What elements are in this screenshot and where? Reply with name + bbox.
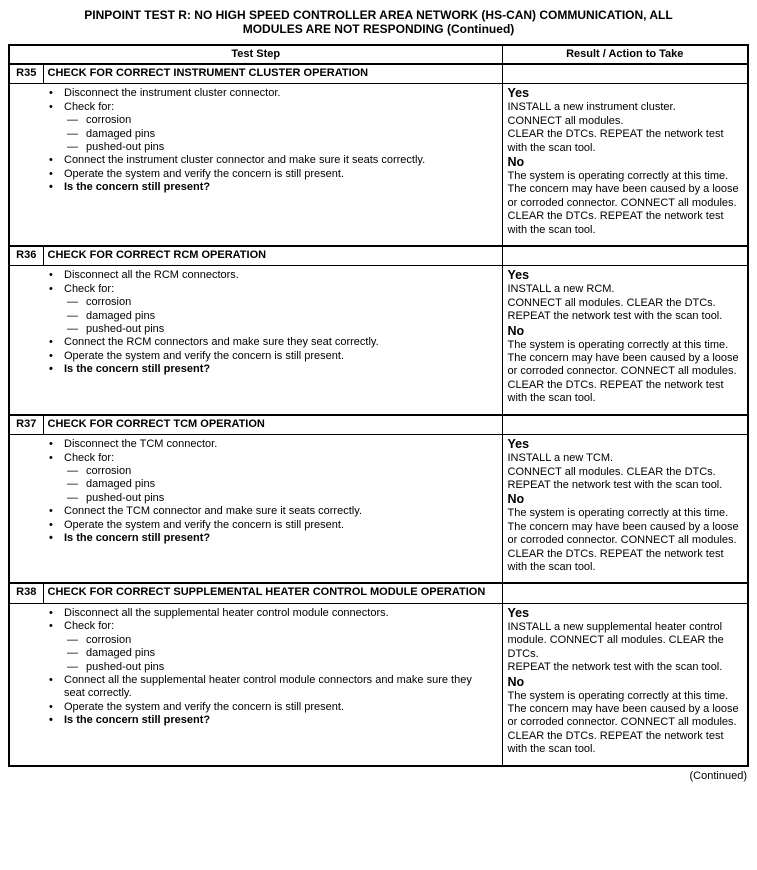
test-title: CHECK FOR CORRECT TCM OPERATION xyxy=(43,415,502,435)
step-item xyxy=(10,519,502,532)
bullet-marker: • xyxy=(49,363,53,376)
result-column-header: Result / Action to Take xyxy=(502,45,748,64)
result-spacer xyxy=(502,415,748,435)
bullet-marker: • xyxy=(49,518,53,531)
step-text: Disconnect all the supplemental heater control module connectors. xyxy=(64,606,389,619)
result-answer-label: No xyxy=(507,492,525,507)
step-text: Operate the system and verify the concern is still present. xyxy=(64,167,345,180)
dash-marker: — xyxy=(67,127,78,140)
step-text: pushed-out pins xyxy=(86,323,165,336)
step-text: corrosion xyxy=(86,296,132,309)
bullet-marker: • xyxy=(49,87,53,100)
step-text: Is the concern still present? xyxy=(64,363,211,376)
dash-marker: — xyxy=(67,465,78,477)
bullet-marker: • xyxy=(49,714,53,727)
step-text: damaged pins xyxy=(86,478,156,491)
result-action-text: INSTALL a new supplemental heater control module. CONNECT all modules. CLEAR the DTCs. xyxy=(507,620,724,660)
test-content-row xyxy=(9,603,748,765)
dash-marker: — xyxy=(67,296,78,309)
test-id: R37 xyxy=(9,415,43,435)
step-item xyxy=(10,269,502,282)
sub-step-item xyxy=(10,465,502,478)
dash-marker: — xyxy=(67,491,78,504)
test-id: R35 xyxy=(9,64,43,84)
result-answer-label: Yes xyxy=(507,86,530,101)
step-text: Disconnect the instrument cluster connector. xyxy=(64,87,281,100)
step-item xyxy=(10,350,502,363)
test-title: CHECK FOR CORRECT RCM OPERATION xyxy=(43,246,502,266)
test-id: R36 xyxy=(9,246,43,266)
test-title: CHECK FOR CORRECT SUPPLEMENTAL HEATER CONTROL MODULE OPERATION xyxy=(43,583,502,603)
dash-marker: — xyxy=(67,114,78,127)
step-item xyxy=(10,181,502,194)
result-action-text: INSTALL a new instrument cluster. xyxy=(507,101,676,114)
test-result-cell xyxy=(502,266,748,415)
dash-marker: — xyxy=(67,660,78,673)
test-content-row xyxy=(9,435,748,584)
bullet-marker: • xyxy=(49,100,53,113)
result-action-text: The system is operating correctly at this time. The concern may have been caused by a loose or corroded connector. CONNECT all modules. CLEAR the DTCs. REPEAT the network test with the scan tool. xyxy=(507,169,739,236)
sub-step-item xyxy=(10,128,502,141)
step-item xyxy=(10,101,502,114)
step-text: Check for: xyxy=(64,620,115,633)
step-text: Disconnect all the RCM connectors. xyxy=(64,269,239,282)
step-item xyxy=(10,701,502,714)
bullet-marker: • xyxy=(49,606,53,619)
result-spacer xyxy=(502,583,748,603)
test-step-column-header: Test Step xyxy=(9,45,502,64)
result-answer-label: Yes xyxy=(507,437,530,452)
page-title: PINPOINT TEST R: NO HIGH SPEED CONTROLLER AREA NETWORK (HS-CAN) COMMUNICATION, ALL MODULES ARE NOT RESPONDING (Continued) xyxy=(84,8,673,37)
step-text: damaged pins xyxy=(86,309,156,322)
test-steps-cell xyxy=(9,435,502,584)
step-text: damaged pins xyxy=(86,647,156,660)
result-answer-label: No xyxy=(507,674,525,689)
step-item xyxy=(10,438,502,451)
step-item xyxy=(10,620,502,633)
step-item xyxy=(10,87,502,100)
step-text: damaged pins xyxy=(86,127,156,140)
step-text: Connect the RCM connectors and make sure they seat correctly. xyxy=(64,336,379,349)
bullet-marker: • xyxy=(49,438,53,451)
table-header-row xyxy=(9,45,748,64)
bullet-marker: • xyxy=(49,282,53,295)
step-item xyxy=(10,363,502,376)
step-text: Is the concern still present? xyxy=(64,532,211,545)
sub-step-item xyxy=(10,310,502,323)
test-steps-cell xyxy=(9,266,502,415)
bullet-marker: • xyxy=(49,620,53,633)
test-title: CHECK FOR CORRECT INSTRUMENT CLUSTER OPERATION xyxy=(43,64,502,84)
test-id: R38 xyxy=(9,583,43,603)
step-text: Check for: xyxy=(64,100,115,113)
step-item xyxy=(10,168,502,181)
bullet-marker: • xyxy=(49,269,53,282)
test-result-cell xyxy=(502,603,748,765)
continued-footer: (Continued) xyxy=(689,769,747,782)
step-text: Connect all the supplemental heater control module connectors and make sure they seat correctly. xyxy=(64,673,472,700)
sub-step-item xyxy=(10,492,502,505)
sub-step-item xyxy=(10,296,502,309)
result-action-text: The system is operating correctly at this time. The concern may have been caused by a loose or corroded connector. CONNECT all modules. CLEAR the DTCs. REPEAT the network test with the scan tool. xyxy=(507,507,739,574)
step-text: corrosion xyxy=(86,633,132,646)
step-text: Disconnect the TCM connector. xyxy=(64,438,218,451)
step-text: Is the concern still present? xyxy=(64,181,211,194)
sub-step-item xyxy=(10,114,502,127)
dash-marker: — xyxy=(67,140,78,153)
step-item xyxy=(10,154,502,167)
test-steps-cell xyxy=(9,84,502,246)
step-text: Connect the TCM connector and make sure it seats correctly. xyxy=(64,505,362,518)
bullet-marker: • xyxy=(49,505,53,518)
step-item xyxy=(10,532,502,545)
bullet-marker: • xyxy=(49,451,53,464)
dash-marker: — xyxy=(67,633,78,646)
step-text: Operate the system and verify the concern is still present. xyxy=(64,518,345,531)
test-content-row xyxy=(9,266,748,415)
sub-step-item xyxy=(10,478,502,491)
result-action-text: CONNECT all modules. xyxy=(507,114,624,127)
result-action-text: INSTALL a new RCM. xyxy=(507,283,615,296)
step-text: Operate the system and verify the concern is still present. xyxy=(64,700,345,713)
step-text: pushed-out pins xyxy=(86,140,165,153)
step-item xyxy=(10,336,502,349)
bullet-marker: • xyxy=(49,673,53,686)
bullet-marker: • xyxy=(49,181,53,194)
sub-step-item xyxy=(10,323,502,336)
bullet-marker: • xyxy=(49,336,53,349)
sub-step-item xyxy=(10,661,502,674)
bullet-marker: • xyxy=(49,154,53,167)
sub-step-item xyxy=(10,141,502,154)
result-action-text: CLEAR the DTCs. REPEAT the network test with the scan tool. xyxy=(507,128,724,154)
bullet-marker: • xyxy=(49,167,53,180)
step-item xyxy=(10,714,502,727)
step-text: pushed-out pins xyxy=(86,491,165,504)
dash-marker: — xyxy=(67,309,78,322)
test-title-row xyxy=(9,246,748,266)
bullet-marker: • xyxy=(49,700,53,713)
result-action-text: INSTALL a new TCM. xyxy=(507,452,614,465)
step-text: pushed-out pins xyxy=(86,660,165,673)
step-text: Check for: xyxy=(64,451,115,464)
pinpoint-test-table xyxy=(8,44,749,767)
step-item xyxy=(10,452,502,465)
result-spacer xyxy=(502,246,748,266)
step-item xyxy=(10,283,502,296)
result-answer-label: No xyxy=(507,323,525,338)
step-text: Is the concern still present? xyxy=(64,714,211,727)
step-item xyxy=(10,674,502,701)
result-action-text: REPEAT the network test with the scan tool. xyxy=(507,661,723,674)
step-item xyxy=(10,607,502,620)
bullet-marker: • xyxy=(49,532,53,545)
bullet-marker: • xyxy=(49,349,53,362)
result-answer-label: Yes xyxy=(507,605,530,620)
sub-step-item xyxy=(10,647,502,660)
test-title-row xyxy=(9,415,748,435)
test-steps-cell xyxy=(9,603,502,765)
result-action-text: CONNECT all modules. CLEAR the DTCs. REPEAT the network test with the scan tool. xyxy=(507,465,723,491)
dash-marker: — xyxy=(67,647,78,660)
dash-marker: — xyxy=(67,323,78,336)
result-action-text: The system is operating correctly at this time. The concern may have been caused by a loose or corroded connector. CONNECT all modules. CLEAR the DTCs. REPEAT the network test with the scan tool. xyxy=(507,338,739,405)
result-answer-label: Yes xyxy=(507,268,530,283)
result-answer-label: No xyxy=(507,154,525,169)
step-text: Connect the instrument cluster connector and make sure it seats correctly. xyxy=(64,154,426,167)
test-title-row xyxy=(9,583,748,603)
step-text: Check for: xyxy=(64,282,115,295)
dash-marker: — xyxy=(67,478,78,491)
test-content-row xyxy=(9,84,748,246)
result-action-text: The system is operating correctly at this time. The concern may have been caused by a loose or corroded connector. CONNECT all modules. CLEAR the DTCs. REPEAT the network test with the scan tool. xyxy=(507,689,739,756)
test-result-cell xyxy=(502,435,748,584)
step-text: corrosion xyxy=(86,114,132,127)
step-text: corrosion xyxy=(86,465,132,477)
step-text: Operate the system and verify the concern is still present. xyxy=(64,349,345,362)
result-action-text: CONNECT all modules. CLEAR the DTCs. REPEAT the network test with the scan tool. xyxy=(507,296,723,323)
test-title-row xyxy=(9,64,748,84)
sub-step-item xyxy=(10,634,502,647)
result-spacer xyxy=(502,64,748,84)
test-result-cell xyxy=(502,84,748,246)
step-item xyxy=(10,505,502,518)
